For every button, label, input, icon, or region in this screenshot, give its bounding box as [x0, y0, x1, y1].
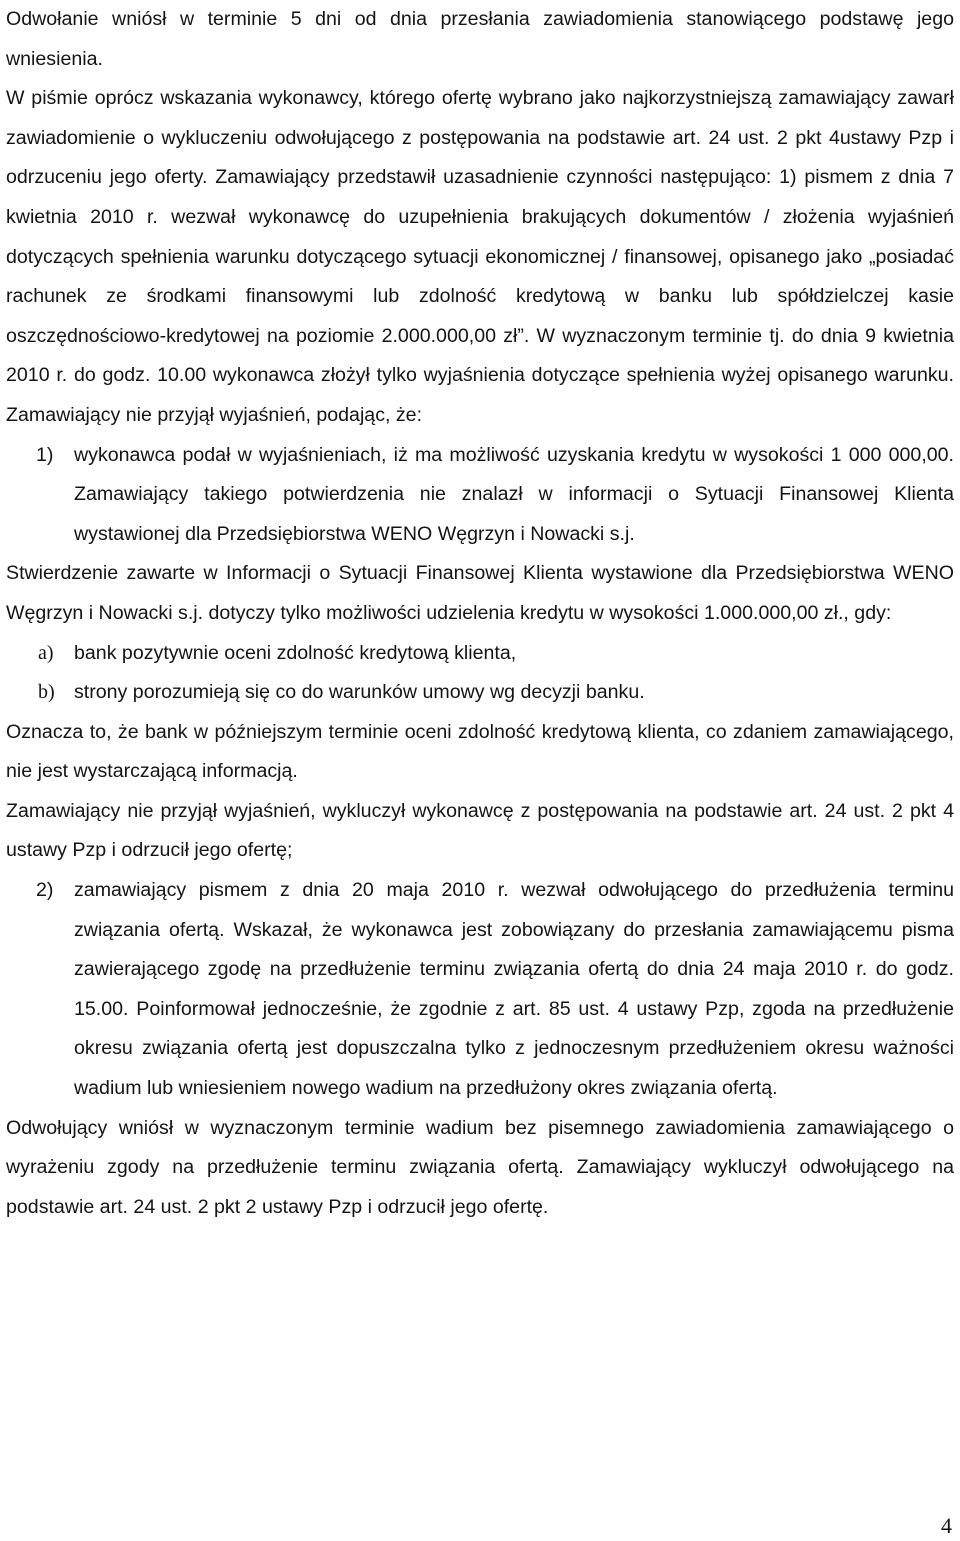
list-marker: a): [38, 641, 54, 664]
paragraph-exclusion: Zamawiający nie przyjął wyjaśnień, wykluczył wykonawcę z postępowania na podstawie art. 24 ust. 2 pkt 4 ustawy Pzp i odrzucił jego ofertę;: [6, 799, 954, 862]
list-marker: 1): [36, 443, 54, 466]
paragraph-notification-content: W piśmie oprócz wskazania wykonawcy, którego ofertę wybrano jako najkorzystniejszą zamawiający zawarł zawiadomienie o wykluczeniu odwołującego z postępowania na podstawie art. 24 ust. 2 pkt 4ustawy Pzp i odrzuceniu jego oferty. Zamawiający przedstawił uzasadnienie czynności następująco: 1) pismem z dnia 7 kwietnia 2010 r. wezwał wykonawcę do uzupełnienia brakujących dokumentów / złożenia wyjaśnień dotyczących spełnienia warunku dotyczącego sytuacji ekonomicznej / finansowej, opisanego jako „posiadać rachunek ze środkami finansowymi lub zdolność kredytową w banku lub spółdzielczej kasie oszczędnościowo-kredytowej na poziomie 2.000.000,00 zł”. W wyznaczonym terminie tj. do dnia 9 kwietnia 2010 r. do godz. 10.00 wykonawca złożył tylko wyjaśnienia dotyczące spełnienia wyżej opisanego warunku. Zamawiający nie przyjął wyjaśnień, podając, że:: [6, 87, 954, 426]
list-marker: 2): [36, 879, 54, 902]
paragraph-appeal-deadline: Odwołanie wniósł w terminie 5 dni od dnia przesłania zawiadomienia stanowiącego podstawę jego wniesienia.: [6, 8, 954, 70]
numbered-list-item-1: [6, 436, 954, 555]
list-item-text: wykonawca podał w wyjaśnieniach, iż ma możliwość uzyskania kredytu w wysokości 1 000 000,00. Zamawiający takiego potwierdzenia nie znalazł w informacji o Sytuacji Finansowej Klienta wystawionej dla Przedsiębiorstwa WENO Węgrzyn i Nowacki s.j.: [74, 443, 954, 545]
list-marker: b): [38, 681, 55, 704]
page-number: 4: [941, 1513, 952, 1538]
paragraph-deposit: Odwołujący wniósł w wyznaczonym terminie wadium bez pisemnego zawiadomienia zamawiającego o wyrażeniu zgody na przedłużenie terminu związania ofertą. Zamawiający wykluczył odwołującego na podstawie art. 24 ust. 2 pkt 2 ustawy Pzp i odrzucił jego ofertę.: [6, 1116, 954, 1218]
paragraph-bank-statement: Stwierdzenie zawarte w Informacji o Sytuacji Finansowej Klienta wystawione dla Przedsiębiorstwa WENO Węgrzyn i Nowacki s.j. dotyczy tylko możliwości udzielenia kredytu w wysokości 1.000.000,00 zł., gdy:: [6, 562, 954, 624]
list-item-text: bank pozytywnie oceni zdolność kredytową klienta,: [74, 641, 517, 664]
list-item-text: strony porozumieją się co do warunków umowy wg decyzji banku.: [74, 681, 645, 704]
numbered-list-item-2: [6, 871, 954, 1109]
list-item-text: zamawiający pismem z dnia 20 maja 2010 r. wezwał odwołującego do przedłużenia terminu związania ofertą. Wskazał, że wykonawca jest zobowiązany do przesłania zamawiającemu pisma zawierającego zgodę na przedłużenie terminu związania ofertą do dnia 24 maja 2010 r. do godz. 15.00. Poinformował jednocześnie, że zgodnie z art. 85 ust. 4 ustawy Pzp, zgoda na przedłużenie okresu związania ofertą jest dopuszczalna tylko z jednoczesnym przedłużeniem okresu ważności wadium lub wniesieniem nowego wadium na przedłużony okres związania ofertą.: [74, 879, 954, 1100]
paragraph-conclusion: Oznacza to, że bank w późniejszym terminie oceni zdolność kredytową klienta, co zdaniem zamawiającego, nie jest wystarczającą informacją.: [6, 720, 954, 783]
lettered-list-item-a: [6, 634, 954, 674]
document-page: [6, 0, 954, 1227]
lettered-list-item-b: [6, 673, 954, 713]
